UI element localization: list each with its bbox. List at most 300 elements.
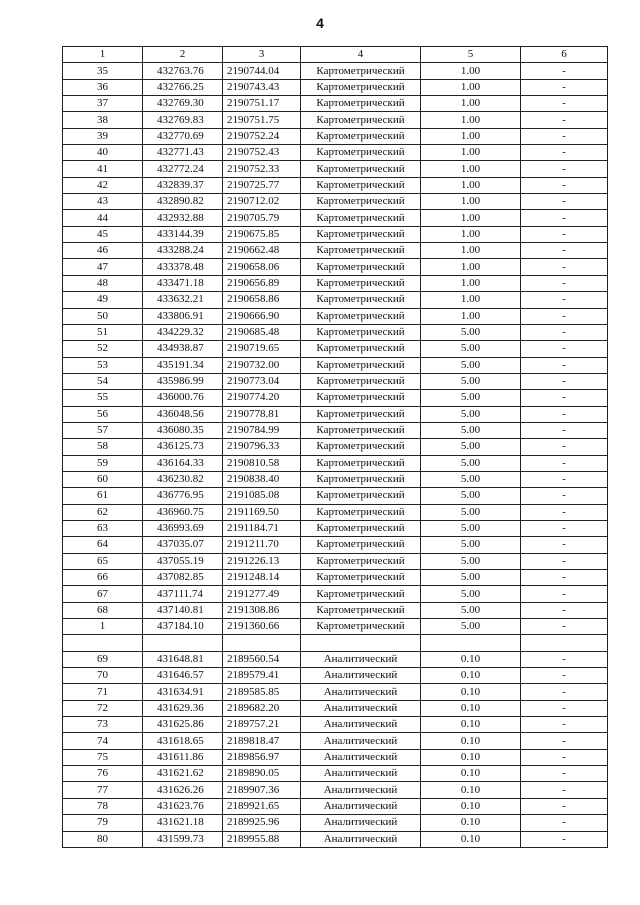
- x-coordinate-cell: 437035.07: [143, 537, 223, 553]
- method-cell: Картометрический: [301, 570, 421, 586]
- table-row: [63, 619, 608, 635]
- note-cell: -: [521, 488, 608, 504]
- method-cell: Картометрический: [301, 586, 421, 602]
- accuracy-cell: 5.00: [421, 341, 521, 357]
- point-number-cell: 68: [63, 602, 143, 618]
- method-cell: Картометрический: [301, 373, 421, 389]
- x-coordinate-cell: 436230.82: [143, 471, 223, 487]
- note-cell: -: [521, 619, 608, 635]
- table-row: [63, 194, 608, 210]
- point-number-cell: 50: [63, 308, 143, 324]
- y-coordinate-cell: 2191184.71: [223, 520, 301, 536]
- point-number-cell: 69: [63, 651, 143, 667]
- y-coordinate-cell: 2190712.02: [223, 194, 301, 210]
- accuracy-cell: 5.00: [421, 570, 521, 586]
- accuracy-cell: 0.10: [421, 700, 521, 716]
- accuracy-cell: 1.00: [421, 275, 521, 291]
- method-cell: Картометрический: [301, 357, 421, 373]
- method-cell: Картометрический: [301, 210, 421, 226]
- table-row: [63, 782, 608, 798]
- method-cell: Картометрический: [301, 145, 421, 161]
- note-cell: -: [521, 63, 608, 79]
- x-coordinate-cell: 431621.62: [143, 766, 223, 782]
- note-cell: -: [521, 455, 608, 471]
- x-coordinate-cell: 431623.76: [143, 798, 223, 814]
- note-cell: -: [521, 586, 608, 602]
- y-coordinate-cell: 2190658.86: [223, 292, 301, 308]
- x-coordinate-cell: 434938.87: [143, 341, 223, 357]
- method-cell: [301, 635, 421, 651]
- x-coordinate-cell: 432771.43: [143, 145, 223, 161]
- note-cell: -: [521, 815, 608, 831]
- accuracy-cell: 1.00: [421, 210, 521, 226]
- x-coordinate-cell: 437055.19: [143, 553, 223, 569]
- x-coordinate-cell: 433806.91: [143, 308, 223, 324]
- method-cell: Картометрический: [301, 128, 421, 144]
- accuracy-cell: 1.00: [421, 161, 521, 177]
- x-coordinate-cell: 433632.21: [143, 292, 223, 308]
- x-coordinate-cell: 431626.26: [143, 782, 223, 798]
- table-row: [63, 161, 608, 177]
- point-number-cell: 79: [63, 815, 143, 831]
- note-cell: -: [521, 602, 608, 618]
- note-cell: -: [521, 684, 608, 700]
- point-number-cell: 65: [63, 553, 143, 569]
- note-cell: -: [521, 357, 608, 373]
- y-coordinate-cell: 2190778.81: [223, 406, 301, 422]
- accuracy-cell: 0.10: [421, 717, 521, 733]
- method-cell: Картометрический: [301, 390, 421, 406]
- note-cell: -: [521, 128, 608, 144]
- y-coordinate-cell: 2189856.97: [223, 749, 301, 765]
- y-coordinate-cell: 2190752.24: [223, 128, 301, 144]
- coordinates-table: [62, 46, 608, 848]
- note-cell: -: [521, 717, 608, 733]
- method-cell: Аналитический: [301, 733, 421, 749]
- method-cell: Аналитический: [301, 717, 421, 733]
- note-cell: -: [521, 390, 608, 406]
- x-coordinate-cell: 437111.74: [143, 586, 223, 602]
- accuracy-cell: 0.10: [421, 651, 521, 667]
- point-number-cell: 53: [63, 357, 143, 373]
- method-cell: Картометрический: [301, 619, 421, 635]
- table-row: [63, 520, 608, 536]
- method-cell: Аналитический: [301, 684, 421, 700]
- accuracy-cell: 0.10: [421, 798, 521, 814]
- y-coordinate-cell: 2191226.13: [223, 553, 301, 569]
- y-coordinate-cell: 2190743.43: [223, 79, 301, 95]
- note-cell: -: [521, 471, 608, 487]
- method-cell: Картометрический: [301, 243, 421, 259]
- note-cell: -: [521, 210, 608, 226]
- note-cell: -: [521, 766, 608, 782]
- x-coordinate-cell: 436993.69: [143, 520, 223, 536]
- table-row: [63, 422, 608, 438]
- table-row: [63, 63, 608, 79]
- table-row: [63, 570, 608, 586]
- accuracy-cell: 1.00: [421, 96, 521, 112]
- accuracy-cell: 5.00: [421, 504, 521, 520]
- y-coordinate-cell: 2190656.89: [223, 275, 301, 291]
- note-cell: -: [521, 831, 608, 847]
- accuracy-cell: 0.10: [421, 749, 521, 765]
- table-row: [63, 471, 608, 487]
- table-row: [63, 243, 608, 259]
- accuracy-cell: 1.00: [421, 145, 521, 161]
- accuracy-cell: 1.00: [421, 79, 521, 95]
- point-number-cell: 40: [63, 145, 143, 161]
- point-number-cell: 57: [63, 422, 143, 438]
- note-cell: -: [521, 161, 608, 177]
- y-coordinate-cell: 2189890.05: [223, 766, 301, 782]
- y-coordinate-cell: 2190744.04: [223, 63, 301, 79]
- method-cell: Картометрический: [301, 422, 421, 438]
- y-coordinate-cell: 2189585.85: [223, 684, 301, 700]
- method-cell: Картометрический: [301, 488, 421, 504]
- x-coordinate-cell: 432839.37: [143, 177, 223, 193]
- point-number-cell: 47: [63, 259, 143, 275]
- accuracy-cell: 1.00: [421, 177, 521, 193]
- note-cell: -: [521, 79, 608, 95]
- note-cell: -: [521, 406, 608, 422]
- note-cell: -: [521, 782, 608, 798]
- accuracy-cell: 1.00: [421, 63, 521, 79]
- point-number-cell: 37: [63, 96, 143, 112]
- point-number-cell: 55: [63, 390, 143, 406]
- table-row: [63, 766, 608, 782]
- point-number-cell: 36: [63, 79, 143, 95]
- accuracy-cell: 5.00: [421, 602, 521, 618]
- y-coordinate-cell: 2189682.20: [223, 700, 301, 716]
- method-cell: Картометрический: [301, 161, 421, 177]
- note-cell: [521, 635, 608, 651]
- x-coordinate-cell: 433471.18: [143, 275, 223, 291]
- table-row: [63, 455, 608, 471]
- note-cell: -: [521, 259, 608, 275]
- point-number-cell: 38: [63, 112, 143, 128]
- table-row: [63, 733, 608, 749]
- table-row: [63, 210, 608, 226]
- point-number-cell: 75: [63, 749, 143, 765]
- accuracy-cell: 5.00: [421, 586, 521, 602]
- table-row: [63, 259, 608, 275]
- note-cell: -: [521, 700, 608, 716]
- x-coordinate-cell: 436080.35: [143, 422, 223, 438]
- x-coordinate-cell: 431625.86: [143, 717, 223, 733]
- y-coordinate-cell: 2191360.66: [223, 619, 301, 635]
- accuracy-cell: 0.10: [421, 815, 521, 831]
- point-number-cell: 54: [63, 373, 143, 389]
- method-cell: Картометрический: [301, 341, 421, 357]
- note-cell: -: [521, 553, 608, 569]
- point-number-cell: 59: [63, 455, 143, 471]
- x-coordinate-cell: 435986.99: [143, 373, 223, 389]
- table-row: [63, 602, 608, 618]
- note-cell: -: [521, 520, 608, 536]
- note-cell: -: [521, 324, 608, 340]
- point-number-cell: 1: [63, 619, 143, 635]
- table-header-row: [63, 47, 608, 63]
- table-body: [63, 47, 608, 848]
- y-coordinate-cell: 2190732.00: [223, 357, 301, 373]
- y-coordinate-cell: 2189818.47: [223, 733, 301, 749]
- y-coordinate-cell: 2189560.54: [223, 651, 301, 667]
- method-cell: Аналитический: [301, 782, 421, 798]
- x-coordinate-cell: 437140.81: [143, 602, 223, 618]
- y-coordinate-cell: 2190685.48: [223, 324, 301, 340]
- point-number-cell: 76: [63, 766, 143, 782]
- x-coordinate-cell: 431621.18: [143, 815, 223, 831]
- accuracy-cell: 1.00: [421, 128, 521, 144]
- point-number-cell: 39: [63, 128, 143, 144]
- x-coordinate-cell: 431599.73: [143, 831, 223, 847]
- method-cell: Аналитический: [301, 815, 421, 831]
- method-cell: Картометрический: [301, 194, 421, 210]
- point-number-cell: 58: [63, 439, 143, 455]
- table-row: [63, 668, 608, 684]
- accuracy-cell: 1.00: [421, 226, 521, 242]
- method-cell: Картометрический: [301, 226, 421, 242]
- method-cell: Картометрический: [301, 112, 421, 128]
- point-number-cell: 64: [63, 537, 143, 553]
- note-cell: -: [521, 749, 608, 765]
- accuracy-cell: 5.00: [421, 422, 521, 438]
- method-cell: Картометрический: [301, 63, 421, 79]
- x-coordinate-cell: 436000.76: [143, 390, 223, 406]
- accuracy-cell: 5.00: [421, 520, 521, 536]
- accuracy-cell: [421, 635, 521, 651]
- note-cell: -: [521, 292, 608, 308]
- method-cell: Аналитический: [301, 651, 421, 667]
- point-number-cell: 70: [63, 668, 143, 684]
- note-cell: -: [521, 439, 608, 455]
- x-coordinate-cell: 432766.25: [143, 79, 223, 95]
- x-coordinate-cell: 431611.86: [143, 749, 223, 765]
- accuracy-cell: 5.00: [421, 471, 521, 487]
- y-coordinate-cell: 2190796.33: [223, 439, 301, 455]
- table-row: [63, 488, 608, 504]
- point-number-cell: 77: [63, 782, 143, 798]
- x-coordinate-cell: 432763.76: [143, 63, 223, 79]
- table-row: [63, 553, 608, 569]
- method-cell: Картометрический: [301, 455, 421, 471]
- method-cell: Картометрический: [301, 96, 421, 112]
- x-coordinate-cell: 436164.33: [143, 455, 223, 471]
- method-cell: Картометрический: [301, 292, 421, 308]
- y-coordinate-cell: 2190658.06: [223, 259, 301, 275]
- point-number-cell: 45: [63, 226, 143, 242]
- x-coordinate-cell: 436048.56: [143, 406, 223, 422]
- x-coordinate-cell: 432932.88: [143, 210, 223, 226]
- accuracy-cell: 5.00: [421, 373, 521, 389]
- accuracy-cell: 5.00: [421, 455, 521, 471]
- point-number-cell: 78: [63, 798, 143, 814]
- table-row: [63, 537, 608, 553]
- y-coordinate-cell: 2190773.04: [223, 373, 301, 389]
- method-cell: Картометрический: [301, 520, 421, 536]
- table-row: [63, 357, 608, 373]
- table-row: [63, 112, 608, 128]
- note-cell: -: [521, 145, 608, 161]
- point-number-cell: 42: [63, 177, 143, 193]
- note-cell: -: [521, 422, 608, 438]
- note-cell: -: [521, 733, 608, 749]
- x-coordinate-cell: 436960.75: [143, 504, 223, 520]
- y-coordinate-cell: 2191085.08: [223, 488, 301, 504]
- accuracy-cell: 5.00: [421, 488, 521, 504]
- point-number-cell: 44: [63, 210, 143, 226]
- point-number-cell: 80: [63, 831, 143, 847]
- accuracy-cell: 1.00: [421, 308, 521, 324]
- x-coordinate-cell: 432890.82: [143, 194, 223, 210]
- method-cell: Аналитический: [301, 766, 421, 782]
- accuracy-cell: 5.00: [421, 390, 521, 406]
- note-cell: -: [521, 341, 608, 357]
- note-cell: -: [521, 570, 608, 586]
- header-cell-4: 4: [301, 47, 421, 63]
- x-coordinate-cell: 432769.83: [143, 112, 223, 128]
- y-coordinate-cell: 2191248.14: [223, 570, 301, 586]
- y-coordinate-cell: 2191277.49: [223, 586, 301, 602]
- y-coordinate-cell: 2190719.65: [223, 341, 301, 357]
- point-number-cell: 43: [63, 194, 143, 210]
- x-coordinate-cell: 431634.91: [143, 684, 223, 700]
- accuracy-cell: 0.10: [421, 831, 521, 847]
- note-cell: -: [521, 275, 608, 291]
- y-coordinate-cell: 2190751.17: [223, 96, 301, 112]
- table-row: [63, 275, 608, 291]
- method-cell: Картометрический: [301, 308, 421, 324]
- y-coordinate-cell: 2190751.75: [223, 112, 301, 128]
- header-cell-3: 3: [223, 47, 301, 63]
- table-row: [63, 717, 608, 733]
- note-cell: -: [521, 243, 608, 259]
- x-coordinate-cell: 436125.73: [143, 439, 223, 455]
- method-cell: Картометрический: [301, 79, 421, 95]
- note-cell: -: [521, 373, 608, 389]
- table-row: [63, 390, 608, 406]
- point-number-cell: 48: [63, 275, 143, 291]
- y-coordinate-cell: 2190705.79: [223, 210, 301, 226]
- point-number-cell: [63, 635, 143, 651]
- point-number-cell: 52: [63, 341, 143, 357]
- header-cell-1: 1: [63, 47, 143, 63]
- accuracy-cell: 0.10: [421, 668, 521, 684]
- x-coordinate-cell: 434229.32: [143, 324, 223, 340]
- x-coordinate-cell: 433144.39: [143, 226, 223, 242]
- table-row: [63, 651, 608, 667]
- y-coordinate-cell: 2190675.85: [223, 226, 301, 242]
- note-cell: -: [521, 651, 608, 667]
- method-cell: Картометрический: [301, 504, 421, 520]
- accuracy-cell: 5.00: [421, 406, 521, 422]
- point-number-cell: 51: [63, 324, 143, 340]
- table-row: [63, 700, 608, 716]
- header-cell-6: 6: [521, 47, 608, 63]
- x-coordinate-cell: 436776.95: [143, 488, 223, 504]
- x-coordinate-cell: 437184.10: [143, 619, 223, 635]
- table-row: [63, 308, 608, 324]
- accuracy-cell: 1.00: [421, 292, 521, 308]
- table-row: [63, 831, 608, 847]
- x-coordinate-cell: 431648.81: [143, 651, 223, 667]
- x-coordinate-cell: 433288.24: [143, 243, 223, 259]
- x-coordinate-cell: 431618.65: [143, 733, 223, 749]
- point-number-cell: 60: [63, 471, 143, 487]
- accuracy-cell: 0.10: [421, 766, 521, 782]
- method-cell: Картометрический: [301, 275, 421, 291]
- page-number: 4: [316, 15, 324, 31]
- method-cell: Аналитический: [301, 798, 421, 814]
- y-coordinate-cell: 2190838.40: [223, 471, 301, 487]
- point-number-cell: 41: [63, 161, 143, 177]
- table-row: [63, 684, 608, 700]
- table-row: [63, 406, 608, 422]
- method-cell: Картометрический: [301, 439, 421, 455]
- point-number-cell: 62: [63, 504, 143, 520]
- table-row: [63, 815, 608, 831]
- point-number-cell: 56: [63, 406, 143, 422]
- table-row-spacer: [63, 635, 608, 651]
- point-number-cell: 72: [63, 700, 143, 716]
- y-coordinate-cell: 2191169.50: [223, 504, 301, 520]
- table-row: [63, 373, 608, 389]
- note-cell: -: [521, 504, 608, 520]
- point-number-cell: 67: [63, 586, 143, 602]
- note-cell: -: [521, 194, 608, 210]
- y-coordinate-cell: 2190774.20: [223, 390, 301, 406]
- note-cell: -: [521, 177, 608, 193]
- y-coordinate-cell: 2189921.65: [223, 798, 301, 814]
- method-cell: Аналитический: [301, 749, 421, 765]
- point-number-cell: 74: [63, 733, 143, 749]
- accuracy-cell: 0.10: [421, 684, 521, 700]
- table-row: [63, 798, 608, 814]
- x-coordinate-cell: 432772.24: [143, 161, 223, 177]
- point-number-cell: 49: [63, 292, 143, 308]
- note-cell: -: [521, 668, 608, 684]
- note-cell: -: [521, 96, 608, 112]
- accuracy-cell: 5.00: [421, 357, 521, 373]
- accuracy-cell: 5.00: [421, 537, 521, 553]
- note-cell: -: [521, 308, 608, 324]
- table-row: [63, 504, 608, 520]
- method-cell: Картометрический: [301, 406, 421, 422]
- y-coordinate-cell: 2189757.21: [223, 717, 301, 733]
- accuracy-cell: 0.10: [421, 733, 521, 749]
- method-cell: Аналитический: [301, 700, 421, 716]
- point-number-cell: 63: [63, 520, 143, 536]
- accuracy-cell: 5.00: [421, 619, 521, 635]
- point-number-cell: 35: [63, 63, 143, 79]
- y-coordinate-cell: 2190725.77: [223, 177, 301, 193]
- note-cell: -: [521, 226, 608, 242]
- table-row: [63, 292, 608, 308]
- y-coordinate-cell: 2189579.41: [223, 668, 301, 684]
- method-cell: Картометрический: [301, 553, 421, 569]
- point-number-cell: 66: [63, 570, 143, 586]
- x-coordinate-cell: [143, 635, 223, 651]
- table-row: [63, 128, 608, 144]
- table-row: [63, 324, 608, 340]
- x-coordinate-cell: 431629.36: [143, 700, 223, 716]
- y-coordinate-cell: 2190752.43: [223, 145, 301, 161]
- y-coordinate-cell: 2190810.58: [223, 455, 301, 471]
- y-coordinate-cell: 2190662.48: [223, 243, 301, 259]
- table-row: [63, 226, 608, 242]
- point-number-cell: 61: [63, 488, 143, 504]
- accuracy-cell: 5.00: [421, 324, 521, 340]
